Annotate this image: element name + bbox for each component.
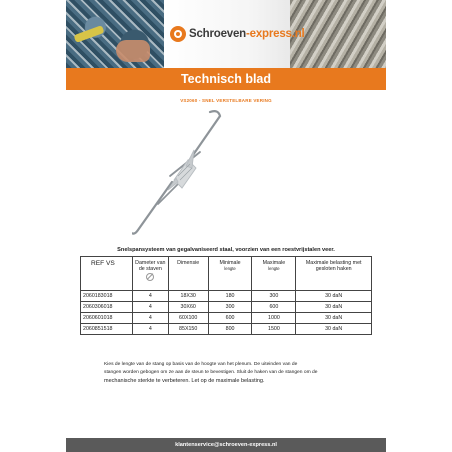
spec-table	[80, 256, 372, 335]
logo-text-part1: Schroeven	[189, 28, 247, 40]
cell-ref: 2060601018	[81, 313, 133, 324]
hand-shape	[116, 40, 150, 62]
cell-load: 30 daN	[296, 291, 372, 302]
cell-max: 300	[252, 291, 296, 302]
cell-ref: 2060851518	[81, 324, 133, 335]
cell-dimensie: 60X100	[168, 313, 208, 324]
cell-min: 600	[208, 313, 252, 324]
table-row	[81, 302, 372, 313]
table-row	[81, 324, 372, 335]
col-header-minimale: Minimale lengte	[208, 257, 252, 291]
cell-max: 1500	[252, 324, 296, 335]
col-header-belasting: Maximale belasting met gesloten haken	[296, 257, 372, 291]
usage-note	[104, 361, 352, 385]
col-header-ref: REF VS	[81, 257, 133, 291]
note-line: Kies de lengte van de stang op basis van de hoogte van het plenum. De uiteinden van de	[104, 362, 298, 367]
cell-load: 30 daN	[296, 302, 372, 313]
cell-diameter: 4	[132, 302, 168, 313]
cell-dimensie: 18X30	[168, 291, 208, 302]
cell-diameter: 4	[132, 291, 168, 302]
cell-min: 300	[208, 302, 252, 313]
table-row	[81, 291, 372, 302]
cell-diameter: 4	[132, 313, 168, 324]
col-header-dimensie: Dimensie	[168, 257, 208, 291]
cell-max: 600	[252, 302, 296, 313]
product-description: Snelspansysteem van gegalvaniseerd staal, voorzien van een roestvrijstalen veer.	[117, 247, 335, 253]
cell-dimensie: 30X60	[168, 302, 208, 313]
footer-email[interactable]: klantenservice@schroeven-express.nl	[66, 438, 386, 452]
logo-icon	[170, 26, 186, 42]
header-banner	[66, 0, 386, 68]
cell-load: 30 daN	[296, 313, 372, 324]
product-subtitle: VS2060 - SNEL VERSTELBARE VERING	[180, 98, 272, 103]
cell-min: 800	[208, 324, 252, 335]
note-line: stangen worden gebogen om ze aan de steun te bevestigen. Sluit de haken van de stangen om de	[104, 370, 318, 375]
cell-diameter: 4	[132, 324, 168, 335]
cell-ref: 2060306018	[81, 302, 133, 313]
cell-min: 180	[208, 291, 252, 302]
technical-sheet	[66, 0, 386, 452]
diameter-icon	[146, 273, 154, 281]
toolbox-photo	[66, 0, 164, 68]
logo-text	[189, 28, 305, 40]
product-image	[132, 108, 252, 236]
cell-max: 1000	[252, 313, 296, 324]
table-header-row	[81, 257, 372, 291]
col-header-maximale: Maximale lengte	[252, 257, 296, 291]
table-row	[81, 313, 372, 324]
brand-logo[interactable]	[170, 24, 305, 44]
cell-dimensie: 85X150	[168, 324, 208, 335]
page-title: Technisch blad	[66, 68, 386, 90]
col-header-diameter: Dameter van de staven	[132, 257, 168, 291]
cell-load: 30 daN	[296, 324, 372, 335]
note-line: mechanische sterkte te verbeteren. Let op de maximale belasting.	[104, 378, 265, 384]
screwdriver-shape	[74, 25, 105, 43]
logo-text-part2: -express.nl	[246, 28, 305, 40]
cell-ref: 2060183018	[81, 291, 133, 302]
